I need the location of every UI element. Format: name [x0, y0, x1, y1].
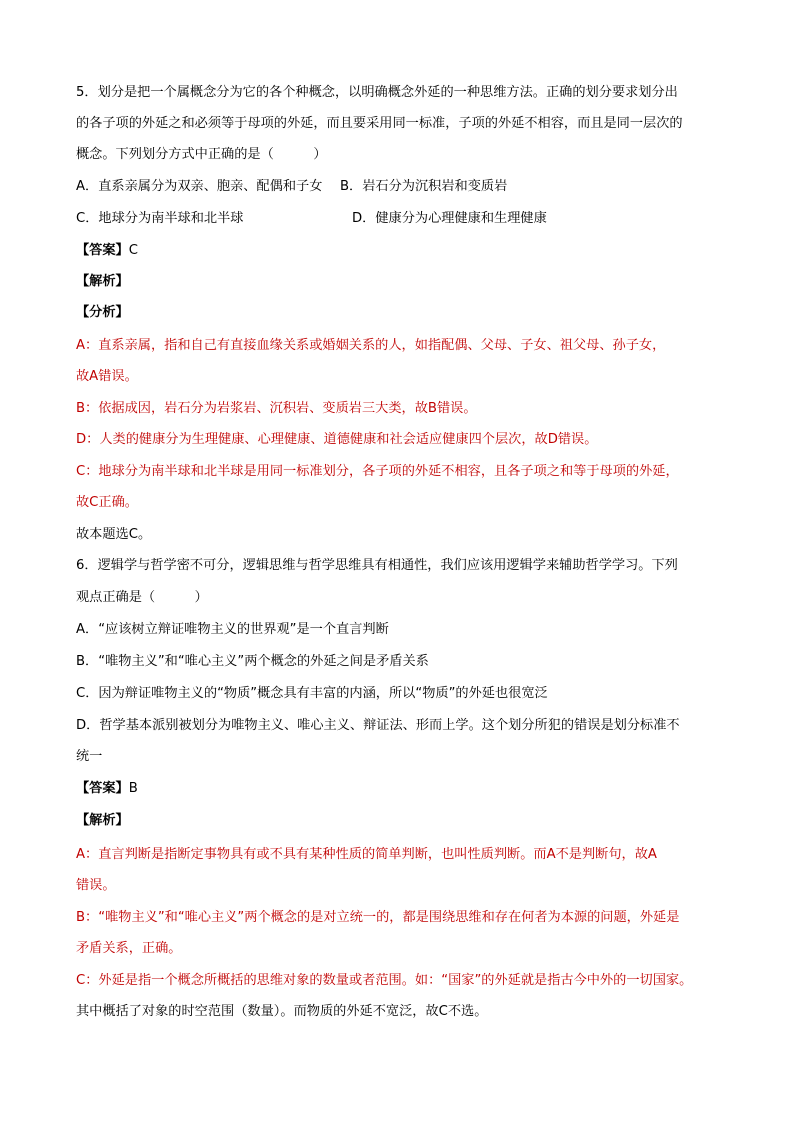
q5-fenxi-label: 【分析】 [76, 305, 129, 320]
q5-explanation-line-5: C：地球分为南半球和北半球是用同一标准划分，各子项的外延不相容，且各子项之和等于母项的外延， [76, 464, 679, 479]
q6-option-c: C．因为辩证唯物主义的“物质”概念具有丰富的内涵，所以“物质”的外延也很宽泛 [76, 686, 548, 701]
q6-stem-line-1: 6．逻辑学与哲学密不可分，逻辑思维与哲学思维具有相通性，我们应该用逻辑学来辅助哲学学习。下列 [76, 558, 678, 573]
q5-option-d: D．健康分为心理健康和生理健康 [352, 211, 547, 226]
q5-option-b: B．岩石分为沉积岩和变质岩 [340, 179, 508, 194]
q5-answer-value: C [128, 243, 138, 258]
q6-answer [76, 779, 138, 799]
q5-stem-line-1: 5．划分是把一个属概念分为它的各个种概念，以明确概念外延的一种思维方法。正确的划分要求划分出 [76, 85, 678, 100]
q6-explanation-line-6: 其中概括了对象的时空范围（数量）。而物质的外延不宽泛，故C不选。 [76, 1004, 488, 1019]
q5-answer [76, 241, 138, 261]
q5-stem-line-3: 概念。下列划分方式中正确的是（ ） [76, 147, 327, 162]
q6-explanation-line-1: A：直言判断是指断定事物具有或不具有某种性质的简单判断，也叫性质判断。而A不是判断句，故A [76, 847, 657, 862]
q6-answer-label: 【答案】 [76, 781, 129, 796]
q5-option-a: A．直系亲属分为双亲、胞亲、配偶和子女 [76, 179, 323, 194]
q5-explanation-line-6: 故C正确。 [76, 495, 138, 510]
q5-explanation-line-1: A：直系亲属，指和自己有直接血缘关系或婚姻关系的人，如指配偶、父母、子女、祖父母、孙子女， [76, 338, 666, 353]
q6-answer-value: B [128, 781, 138, 796]
q6-stem-line-2: 观点正确是（ ） [76, 590, 208, 605]
q5-analysis-label: 【解析】 [76, 274, 129, 289]
q6-option-b: B．“唯物主义”和“唯心主义”两个概念的外延之间是矛盾关系 [76, 654, 429, 669]
q6-explanation-line-5: C：外延是指一个概念所概括的思维对象的数量或者范围。如：“国家”的外延就是指古今中外的一切国家。 [76, 973, 693, 988]
q6-explanation-line-4: 矛盾关系，正确。 [76, 941, 182, 956]
q5-conclusion: 故本题选C。 [76, 527, 152, 542]
q5-explanation-line-2: 故A错误。 [76, 369, 138, 384]
q6-analysis-label: 【解析】 [76, 813, 129, 828]
q5-explanation-line-3: B：依据成因，岩石分为岩浆岩、沉积岩、变质岩三大类，故B错误。 [76, 401, 477, 416]
q5-stem-line-2: 的各子项的外延之和必须等于母项的外延，而且要采用同一标准，子项的外延不相容，而且是同一层次的 [76, 116, 683, 131]
q5-option-c: C．地球分为南半球和北半球 [76, 211, 244, 226]
q5-explanation-line-4: D：人类的健康分为生理健康、心理健康、道德健康和社会适应健康四个层次，故D错误。 [76, 432, 598, 447]
q6-option-d-line-2: 统一 [76, 749, 103, 764]
q5-answer-label: 【答案】 [76, 243, 129, 258]
q6-explanation-line-3: B：“唯物主义”和“唯心主义”两个概念的是对立统一的，都是围绕思维和存在何者为本源的问题，外延是 [76, 910, 680, 925]
q6-option-a: A．“应该树立辩证唯物主义的世界观”是一个直言判断 [76, 622, 389, 637]
q6-option-d-line-1: D．哲学基本派别被划分为唯物主义、唯心主义、辩证法、形而上学。这个划分所犯的错误是划分标准不 [76, 718, 680, 733]
q6-explanation-line-2: 错误。 [76, 878, 116, 893]
